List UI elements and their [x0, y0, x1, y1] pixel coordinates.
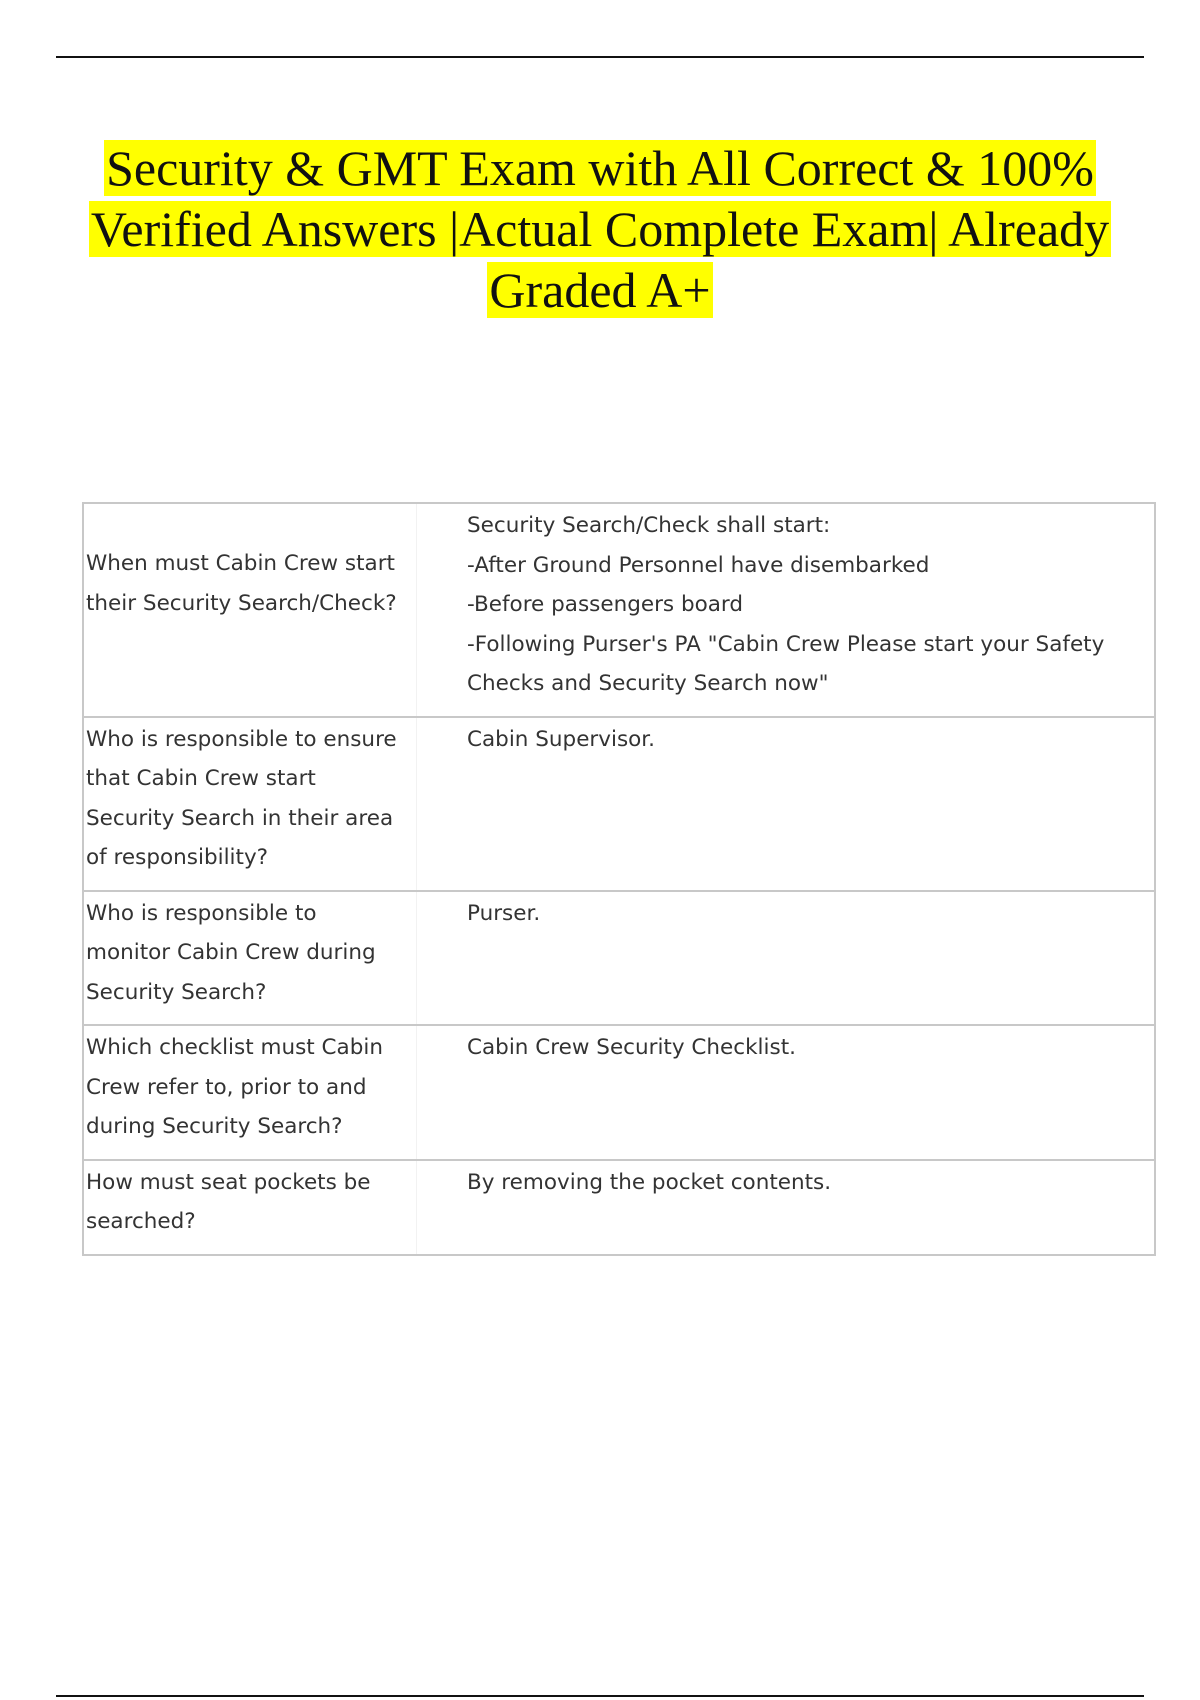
question-text: Which checklist must Cabin Crew refer to, prior to and during Security Search?: [86, 1035, 383, 1139]
question-text: How must seat pockets be searched?: [86, 1169, 371, 1234]
qa-table: [82, 502, 1156, 1256]
answer-cell: [417, 717, 1156, 891]
answer-line: -After Ground Personnel have disembarked: [467, 552, 930, 578]
answer-line: Cabin Crew Security Checklist.: [467, 1035, 796, 1060]
answer-line: Security Search/Check shall start:: [467, 513, 831, 538]
document-title-text: Security & GMT Exam with All Correct & 100% Verified Answers |Actual Complete Exam| Already Graded A+: [90, 140, 1110, 318]
answer-cell: [417, 1025, 1156, 1160]
question-text: Who is responsible to monitor Cabin Crew during Security Search?: [86, 900, 376, 1005]
question-cell: [83, 503, 417, 717]
table-row: [83, 717, 1155, 891]
answer-line: Purser.: [467, 900, 541, 926]
document-title: [40, 138, 1160, 321]
question-text: When must Cabin Crew start their Security Search/Check?: [86, 551, 397, 616]
answer-cell: [417, 503, 1156, 717]
table-row: [83, 1025, 1155, 1160]
answer-line: Cabin Supervisor.: [467, 726, 656, 752]
answer-line: -Following Purser's PA "Cabin Crew Please start your Safety Checks and Security Search now": [467, 631, 1105, 696]
table-row: [83, 1160, 1155, 1255]
answer-line: By removing the pocket contents.: [467, 1169, 832, 1195]
footer-rule: [56, 1695, 1144, 1697]
table-row: [83, 503, 1155, 717]
answer-line: -Before passengers board: [467, 592, 744, 617]
question-cell: [83, 891, 417, 1026]
question-cell: [83, 717, 417, 891]
table-row: [83, 891, 1155, 1026]
question-text: Who is responsible to ensure that Cabin Crew start Security Search in their area of responsibility?: [86, 726, 397, 870]
header-rule: [56, 56, 1144, 58]
question-cell: [83, 1025, 417, 1160]
question-cell: [83, 1160, 417, 1255]
answer-cell: [417, 891, 1156, 1026]
answer-cell: [417, 1160, 1156, 1255]
